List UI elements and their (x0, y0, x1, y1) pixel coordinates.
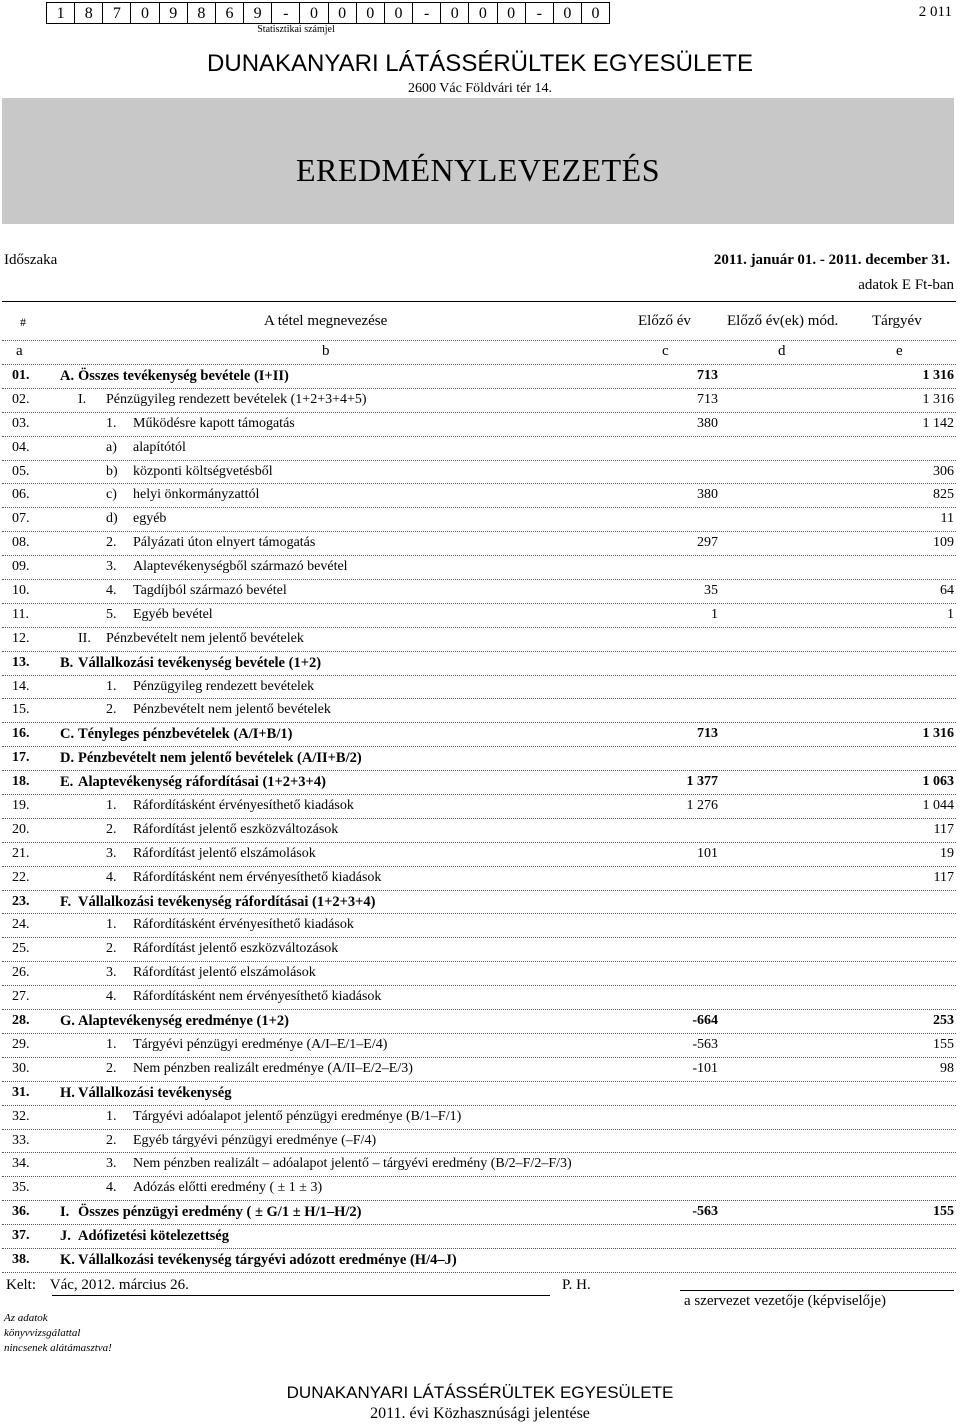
row-number: 15. (12, 702, 30, 718)
row-number: 08. (12, 535, 30, 551)
report-year: 2 011 (918, 4, 952, 20)
row-item-name: Nem pénzben realizált – adóalapot jelentő – tárgyévi eredmény (B/2–F/2–F/3) (133, 1156, 572, 1172)
row-item-code: C. (60, 726, 75, 743)
row-item-name: Nem pénzben realizált eredménye (A/II–E/2–E/3) (133, 1060, 413, 1076)
stat-code-cell: 0 (130, 2, 158, 24)
row-item-name: Tárgyévi adóalapot jelentő pénzügyi eredménye (B/1–F/1) (133, 1108, 462, 1124)
row-number: 25. (12, 941, 30, 957)
row-number: 34. (12, 1156, 30, 1172)
row-item-name: Összes tevékenység bevétele (I+II) (78, 368, 289, 384)
row-item-name: Pénzügyileg rendezett bevételek (1+2+3+4+5) (106, 391, 367, 407)
table-row (2, 771, 956, 795)
row-item-code: J. (60, 1228, 71, 1245)
row-item-name: helyi önkormányzattól (133, 487, 260, 503)
row-number: 28. (12, 1013, 30, 1029)
row-item-name: Vállalkozási tevékenység bevétele (1+2) (78, 654, 322, 671)
row-previous-year: 380 (697, 487, 718, 503)
row-number: 23. (12, 893, 30, 909)
row-item-code: 2. (106, 1060, 117, 1076)
table-row (2, 1130, 956, 1154)
row-item-name: Ráfordításként érvényesíthető kiadások (133, 917, 354, 933)
row-number: 29. (12, 1036, 30, 1052)
row-number: 05. (12, 463, 30, 479)
income-statement-table (2, 301, 956, 1273)
row-item-code: a) (106, 439, 117, 455)
stat-code-cell: 0 (299, 2, 327, 24)
footer-organization: DUNAKANYARI LÁTÁSSÉRÜLTEK EGYESÜLETE (286, 1383, 674, 1402)
table-row (2, 1249, 956, 1273)
stat-code-cell: 9 (159, 2, 187, 24)
stamp-place: P. H. (562, 1277, 591, 1293)
row-number: 24. (12, 917, 30, 933)
stat-code-cell: 0 (328, 2, 356, 24)
row-item-code: 3. (106, 1156, 117, 1172)
table-row (2, 1201, 956, 1225)
row-item-code: B. (60, 654, 74, 671)
audit-note-line: Az adatok (4, 1312, 48, 1324)
row-item-name: Működésre kapott támogatás (133, 415, 295, 431)
row-item-name: Összes pénzügyi eredmény ( ± G/1 ± H/1–H/2) (78, 1204, 362, 1221)
row-current-year: 155 (933, 1036, 954, 1052)
kelt-label: Kelt: (6, 1277, 36, 1293)
table-row (2, 484, 956, 508)
table-row (2, 747, 956, 771)
col-letter-d: d (778, 343, 786, 359)
row-item-code: 1. (106, 917, 117, 933)
table-row (2, 723, 956, 747)
row-item-code: 5. (106, 606, 117, 622)
unit-label: adatok E Ft-ban (858, 277, 954, 293)
row-current-year: 109 (933, 535, 954, 551)
row-item-name: egyéb (133, 511, 167, 527)
stat-code-cell: 8 (187, 2, 215, 24)
row-item-code: 2. (106, 821, 117, 837)
table-row (2, 652, 956, 676)
row-previous-year: 1 276 (686, 798, 718, 814)
row-number: 07. (12, 511, 30, 527)
col-letter-b: b (322, 343, 330, 359)
row-item-name: Ráfordításként nem érvényesíthető kiadások (133, 869, 382, 885)
row-item-code: 3. (106, 845, 117, 861)
row-item-name: központi költségvetésből (133, 463, 273, 479)
row-item-code: F. (60, 893, 72, 910)
row-previous-year: 713 (697, 726, 718, 742)
row-number: 02. (12, 391, 30, 407)
stat-code-cell: 0 (581, 2, 610, 24)
row-item-name: Pénzbevételt nem jelentő bevételek (A/II+B/2) (78, 750, 362, 767)
row-number: 14. (12, 678, 30, 694)
row-item-code: E. (60, 774, 74, 791)
row-current-year: 117 (933, 821, 954, 837)
table-row (2, 508, 956, 532)
table-row (2, 413, 956, 437)
row-current-year: 1 316 (922, 391, 954, 407)
row-item-code: A. (60, 368, 75, 384)
row-previous-year: 1 377 (686, 774, 718, 790)
table-row (2, 1225, 956, 1249)
header-prev: Előző év (638, 313, 691, 329)
table-row (2, 1058, 956, 1082)
row-previous-year: 380 (697, 415, 718, 431)
row-item-name: Ráfordítást jelentő eszközváltozások (133, 941, 339, 957)
row-current-year: 1 316 (922, 726, 954, 742)
stat-code-cell: 0 (384, 2, 412, 24)
stat-code-cell: 0 (468, 2, 496, 24)
stat-code-cell: 0 (440, 2, 468, 24)
row-item-name: Pénzbevételt nem jelentő bevételek (106, 630, 304, 646)
table-row (2, 819, 956, 843)
row-item-name: Vállalkozási tevékenység tárgyévi adózott eredménye (H/4–J) (78, 1251, 457, 1268)
row-item-code: d) (106, 511, 118, 527)
row-number: 22. (12, 869, 30, 885)
row-current-year: 98 (940, 1060, 954, 1076)
table-row (2, 604, 956, 628)
row-current-year: 64 (940, 583, 954, 599)
row-item-name: Tagdíjból származó bevétel (133, 583, 287, 599)
header-cur: Tárgyév (872, 313, 922, 329)
row-item-code: I. (78, 391, 87, 407)
row-number: 16. (12, 726, 30, 742)
row-previous-year: 713 (697, 368, 718, 383)
row-item-code: 4. (106, 1180, 117, 1196)
row-item-code: 2. (106, 941, 117, 957)
row-number: 21. (12, 845, 30, 861)
table-row (2, 1153, 956, 1177)
row-item-name: Pénzügyileg rendezett bevételek (133, 678, 315, 694)
row-number: 03. (12, 415, 30, 431)
row-current-year: 19 (940, 845, 954, 861)
title-banner (2, 98, 954, 224)
row-current-year: 1 316 (922, 368, 954, 383)
table-row (2, 962, 956, 986)
statistical-code (46, 2, 610, 24)
table-row (2, 532, 956, 556)
row-item-name: Alaptevékenységből származó bevétel (133, 559, 348, 575)
row-previous-year: -563 (692, 1204, 718, 1220)
header-prev-mod: Előző év(ek) mód. (727, 313, 839, 329)
signature-label: a szervezet vezetője (képviselője) (684, 1293, 886, 1309)
table-row (2, 389, 956, 413)
row-item-code: D. (60, 750, 75, 767)
row-item-name: Alaptevékenység ráfordításai (1+2+3+4) (78, 774, 326, 791)
table-row (2, 556, 956, 580)
table-row (2, 843, 956, 867)
table-row (2, 1082, 956, 1106)
row-item-code: I. (60, 1204, 70, 1221)
table-letter-row (2, 341, 956, 365)
table-row (2, 914, 956, 938)
row-item-code: 1. (106, 415, 117, 431)
row-item-name: Tényleges pénzbevételek (A/I+B/1) (78, 726, 293, 743)
row-item-name: Ráfordítást jelentő elszámolások (133, 845, 316, 861)
row-current-year: 1 063 (922, 774, 954, 790)
row-number: 17. (12, 750, 30, 766)
row-previous-year: -563 (692, 1036, 718, 1052)
row-number: 04. (12, 439, 30, 455)
row-item-name: Adófizetési kötelezettség (78, 1228, 229, 1245)
audit-note-line: nincsenek alátámasztva! (4, 1342, 112, 1354)
row-item-name: Tárgyévi pénzügyi eredménye (A/I–E/1–E/4) (133, 1036, 388, 1052)
row-previous-year: 713 (697, 391, 718, 407)
row-item-code: 1. (106, 1108, 117, 1124)
organization-name: DUNAKANYARI LÁTÁSSÉRÜLTEK EGYESÜLETE (207, 50, 753, 77)
row-item-code: 1. (106, 1036, 117, 1052)
table-row (2, 986, 956, 1010)
row-item-code: 3. (106, 965, 117, 981)
row-item-name: Adózás előtti eredmény ( ± 1 ± 3) (133, 1180, 323, 1196)
row-current-year: 253 (933, 1013, 954, 1029)
period-label: Időszaka (4, 252, 58, 268)
row-current-year: 1 142 (922, 415, 954, 431)
row-item-code: 4. (106, 989, 117, 1005)
col-letter-e: e (896, 343, 903, 359)
signature-line (680, 1290, 954, 1291)
row-number: 26. (12, 965, 30, 981)
row-item-name: Ráfordítást jelentő eszközváltozások (133, 821, 339, 837)
header-name: A tétel megnevezése (264, 313, 388, 329)
organization-address: 2600 Vác Földvári tér 14. (408, 81, 552, 96)
row-item-name: Alaptevékenység eredménye (1+2) (78, 1013, 289, 1030)
table-row (2, 938, 956, 962)
row-item-name: Vállalkozási tevékenység ráfordításai (1+2+3+4) (78, 893, 376, 910)
table-row (2, 1177, 956, 1201)
row-previous-year: 101 (697, 845, 718, 861)
table-body (2, 365, 956, 1273)
header-num: # (20, 315, 26, 329)
row-number: 11. (12, 606, 29, 622)
row-item-code: 1. (106, 798, 117, 814)
row-item-code: G. (60, 1013, 75, 1030)
row-number: 33. (12, 1132, 30, 1148)
row-item-code: 2. (106, 702, 117, 718)
table-row (2, 1034, 956, 1058)
row-current-year: 1 044 (922, 798, 954, 814)
row-item-name: alapítótól (133, 439, 186, 455)
stat-code-cell: - (525, 2, 553, 24)
stat-code-cell: 6 (215, 2, 243, 24)
stat-code-cell: - (271, 2, 299, 24)
table-row (2, 676, 956, 700)
row-previous-year: 1 (711, 606, 718, 622)
row-number: 20. (12, 821, 30, 837)
row-current-year: 306 (933, 463, 954, 479)
date-place (6, 1277, 189, 1294)
table-row (2, 437, 956, 461)
row-item-name: Egyéb bevétel (133, 606, 213, 622)
row-number: 31. (12, 1084, 30, 1100)
stat-code-cell: 1 (46, 2, 74, 24)
col-letter-a: a (16, 343, 23, 359)
row-item-name: Ráfordításként érvényesíthető kiadások (133, 798, 354, 814)
row-number: 36. (12, 1204, 30, 1220)
table-row (2, 628, 956, 652)
table-row (2, 867, 956, 891)
stat-code-cell: - (412, 2, 440, 24)
row-item-code: II. (78, 630, 91, 646)
row-current-year: 11 (940, 511, 954, 527)
row-number: 37. (12, 1228, 30, 1244)
row-number: 13. (12, 654, 30, 670)
stat-code-cell: 8 (74, 2, 102, 24)
table-row (2, 1106, 956, 1130)
row-number: 30. (12, 1060, 30, 1076)
col-letter-c: c (662, 343, 669, 359)
table-row (2, 461, 956, 485)
row-number: 01. (12, 368, 30, 383)
row-item-code: 4. (106, 583, 117, 599)
row-item-code: b) (106, 463, 118, 479)
table-row (2, 699, 956, 723)
row-item-name: Egyéb tárgyévi pénzügyi eredménye (–F/4) (133, 1132, 377, 1148)
stat-code-cell: 7 (102, 2, 130, 24)
row-number: 32. (12, 1108, 30, 1124)
stat-code-cell: 9 (243, 2, 271, 24)
row-item-name: Pénzbevételt nem jelentő bevételek (133, 702, 331, 718)
row-previous-year: 297 (697, 535, 718, 551)
row-current-year: 117 (933, 869, 954, 885)
row-previous-year: 35 (704, 583, 718, 599)
table-row (2, 365, 956, 389)
document-title: EREDMÉNYLEVEZETÉS (296, 152, 660, 188)
audit-note (4, 1311, 164, 1356)
row-item-code: 2. (106, 1132, 117, 1148)
row-number: 06. (12, 487, 30, 503)
row-item-name: Pályázati úton elnyert támogatás (133, 535, 316, 551)
statistical-code-label: Statisztikai számjel (257, 24, 335, 35)
kelt-value: Vác, 2012. március 26. (49, 1277, 189, 1293)
table-header (2, 302, 956, 341)
table-row (2, 1010, 956, 1034)
row-number: 09. (12, 559, 30, 575)
period-value: 2011. január 01. - 2011. december 31. (713, 252, 950, 268)
row-item-code: 1. (106, 678, 117, 694)
stat-code-cell: 0 (553, 2, 581, 24)
row-number: 35. (12, 1180, 30, 1196)
row-item-code: 2. (106, 535, 117, 551)
row-current-year: 825 (933, 487, 954, 503)
table-row (2, 580, 956, 604)
table-row (2, 795, 956, 819)
footer-report-title: 2011. évi Közhasznúsági jelentése (370, 1405, 590, 1422)
row-previous-year: -101 (692, 1060, 718, 1076)
row-number: 18. (12, 774, 30, 790)
row-number: 12. (12, 630, 30, 646)
row-number: 19. (12, 798, 30, 814)
stat-code-cell: 0 (356, 2, 384, 24)
row-number: 38. (12, 1251, 30, 1267)
stat-code-cell: 0 (497, 2, 525, 24)
row-item-name: Vállalkozási tevékenység (78, 1084, 232, 1101)
row-number: 27. (12, 989, 30, 1005)
table-row (2, 891, 956, 915)
row-item-code: K. (60, 1251, 75, 1268)
row-current-year: 155 (933, 1204, 954, 1220)
audit-note-line: könyvvizsgálattal (4, 1327, 81, 1339)
row-item-name: Ráfordítást jelentő elszámolások (133, 965, 316, 981)
date-underline (52, 1295, 550, 1296)
row-item-code: H. (60, 1084, 75, 1101)
row-previous-year: -664 (692, 1013, 718, 1029)
row-item-code: 3. (106, 559, 117, 575)
row-number: 10. (12, 583, 30, 599)
row-item-name: Ráfordításként nem érvényesíthető kiadások (133, 989, 382, 1005)
row-current-year: 1 (947, 606, 954, 622)
row-item-code: 4. (106, 869, 117, 885)
row-item-code: c) (106, 487, 117, 503)
